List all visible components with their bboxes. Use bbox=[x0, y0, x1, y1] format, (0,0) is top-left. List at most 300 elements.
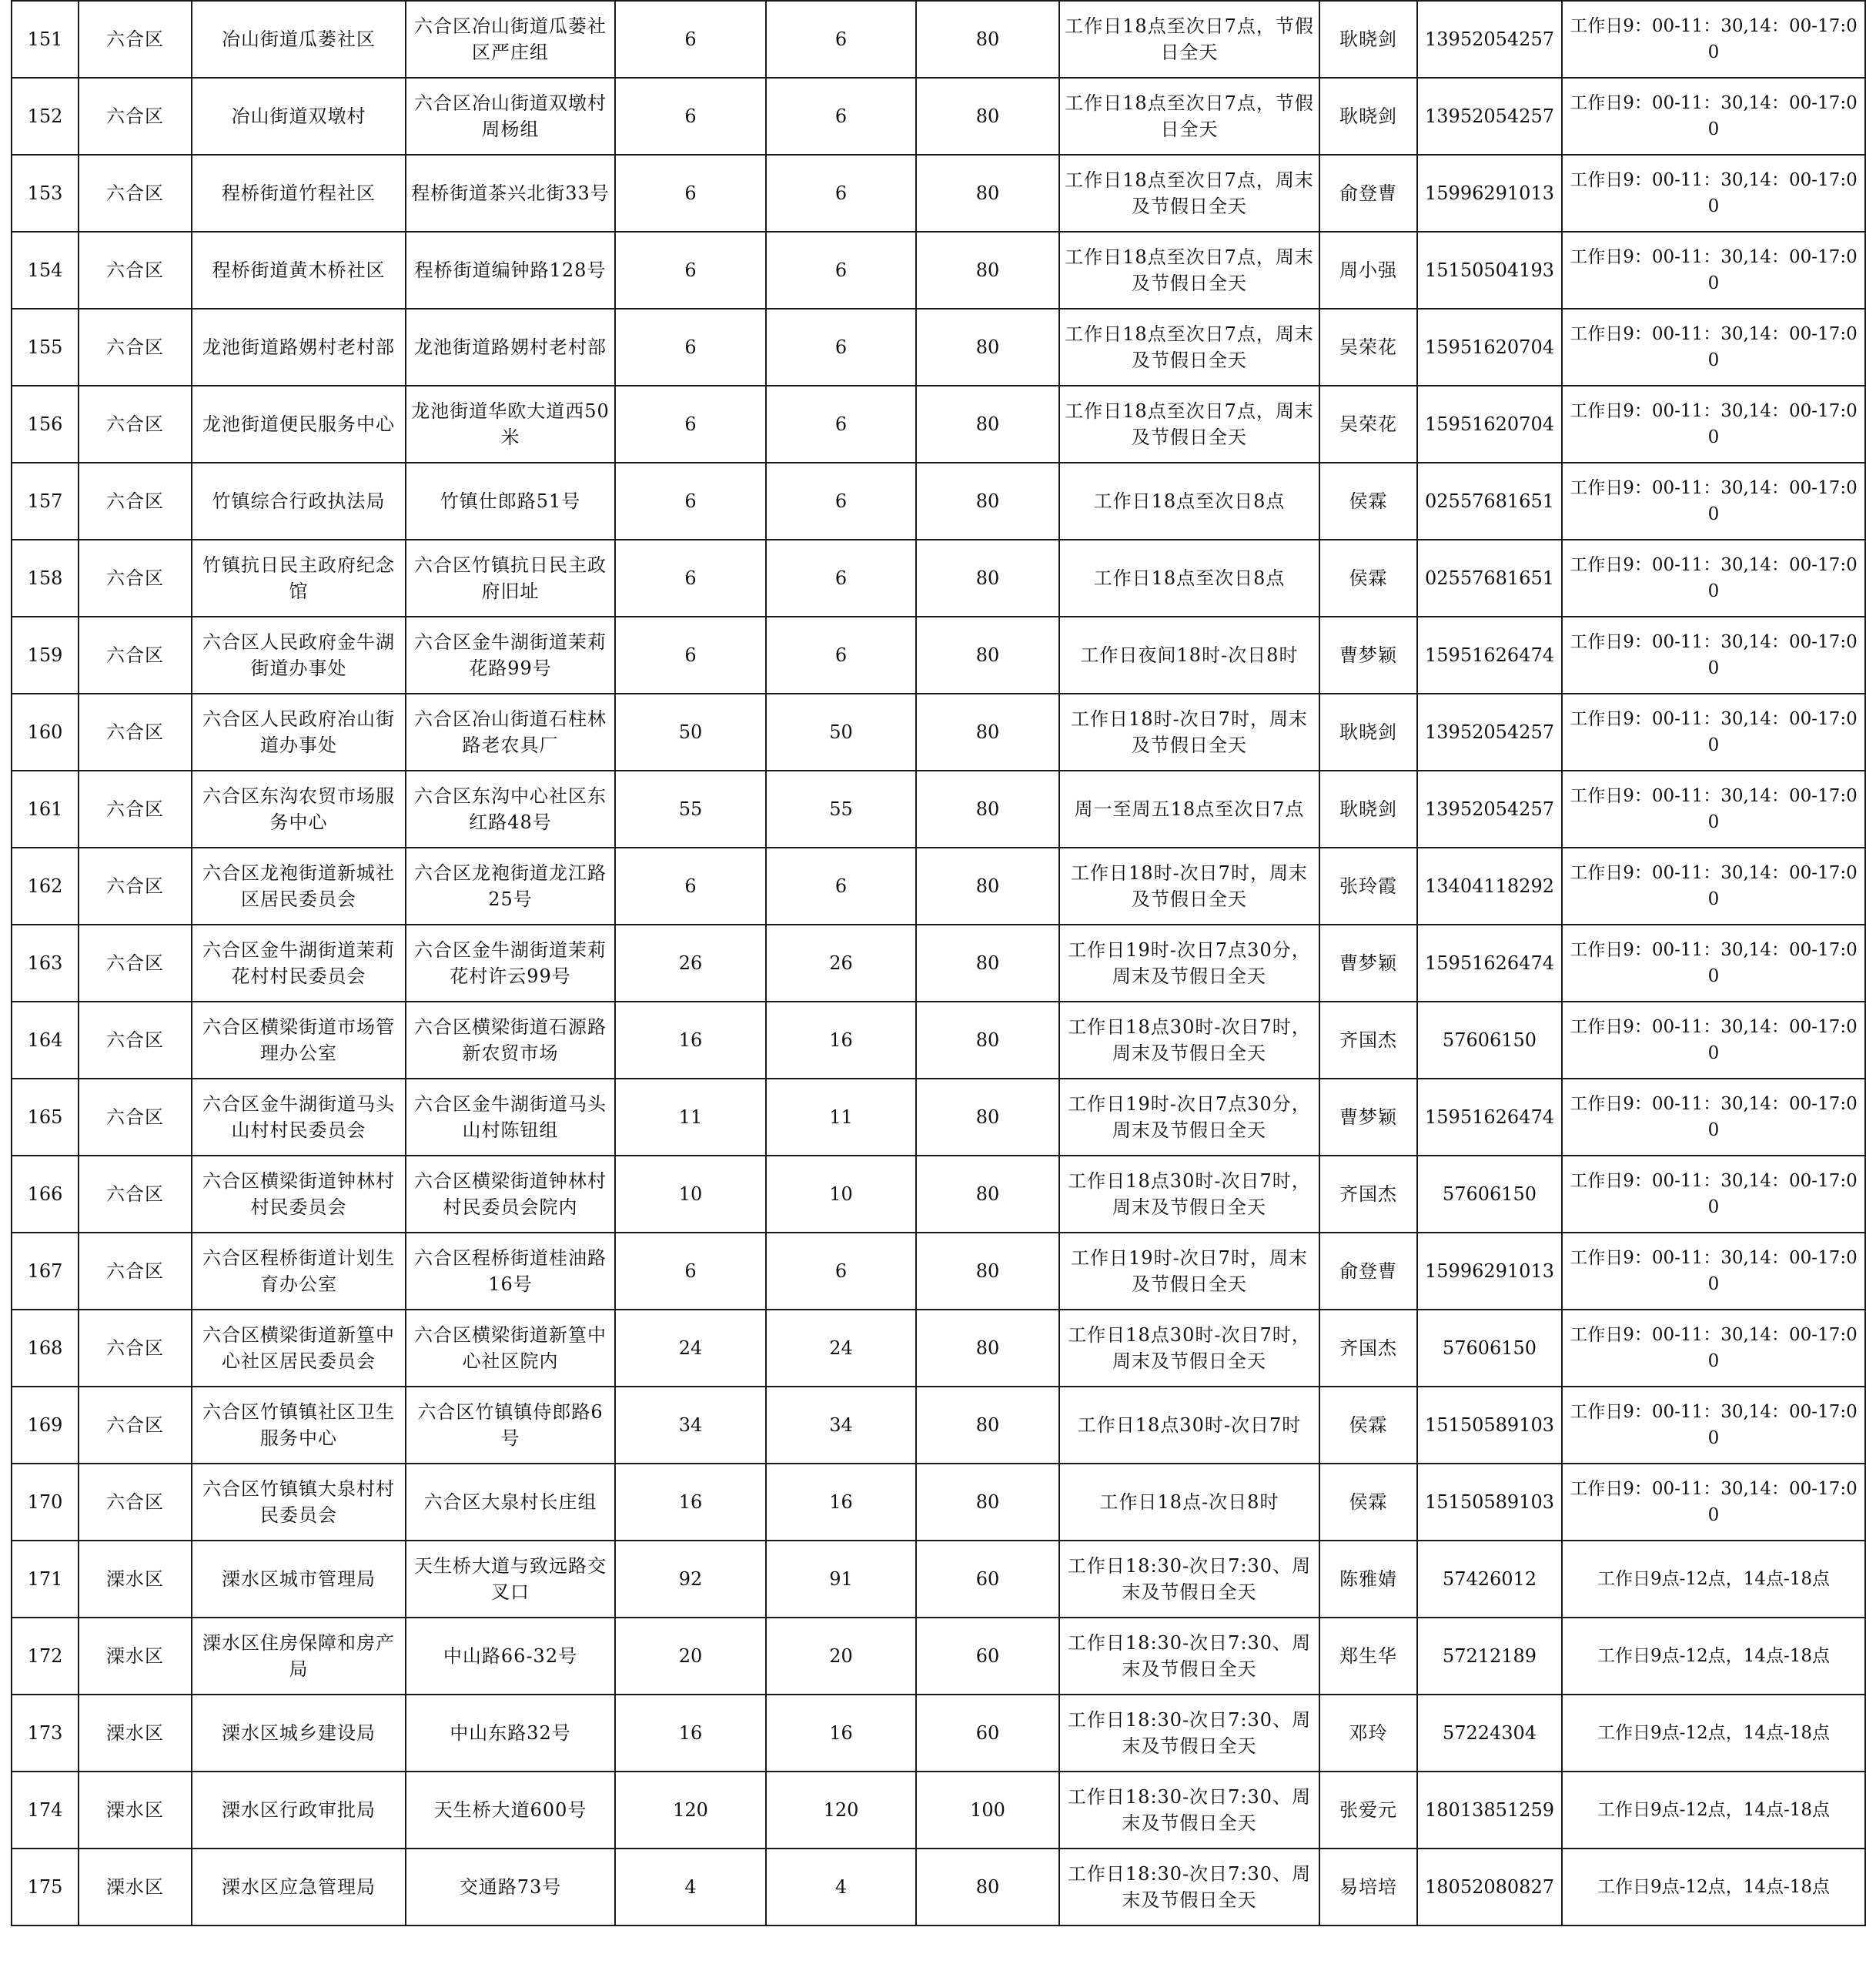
cell-address: 六合区冶山街道双墩村周杨组 bbox=[406, 78, 615, 155]
parking-table bbox=[11, 0, 1866, 1926]
cell-contact: 侯霖 bbox=[1319, 540, 1417, 617]
cell-total-spaces: 6 bbox=[615, 309, 766, 386]
table-row bbox=[12, 1695, 1865, 1772]
cell-contact: 耿晓剑 bbox=[1319, 771, 1417, 848]
cell-total-spaces: 6 bbox=[615, 78, 766, 155]
cell-phone: 18052080827 bbox=[1417, 1849, 1562, 1926]
table-row bbox=[12, 848, 1865, 925]
cell-open-time: 工作日18点至次日7点，周末及节假日全天 bbox=[1059, 155, 1319, 232]
cell-open-time: 工作日18:30-次日7:30、周末及节假日全天 bbox=[1059, 1541, 1319, 1618]
cell-district: 六合区 bbox=[79, 694, 192, 771]
cell-contact: 吴荣花 bbox=[1319, 309, 1417, 386]
cell-open-time: 工作日18点30时-次日7时，周末及节假日全天 bbox=[1059, 1310, 1319, 1387]
cell-total-spaces: 26 bbox=[615, 925, 766, 1002]
cell-open-spaces: 6 bbox=[766, 155, 916, 232]
cell-district: 六合区 bbox=[79, 463, 192, 540]
cell-address: 交通路73号 bbox=[406, 1849, 615, 1926]
cell-contact: 俞登曹 bbox=[1319, 1233, 1417, 1310]
cell-office-hours: 工作日9点-12点，14点-18点 bbox=[1562, 1772, 1865, 1849]
cell-open-spaces: 16 bbox=[766, 1002, 916, 1079]
table-row bbox=[12, 694, 1865, 771]
cell-number: 158 bbox=[12, 540, 79, 617]
cell-total-spaces: 24 bbox=[615, 1310, 766, 1387]
cell-total-spaces: 4 bbox=[615, 1849, 766, 1926]
cell-office-hours: 工作日9：00-11：30,14：00-17:00 bbox=[1562, 617, 1865, 694]
cell-phone: 13952054257 bbox=[1417, 1, 1562, 78]
table-row bbox=[12, 617, 1865, 694]
cell-open-time: 工作日18:30-次日7:30、周末及节假日全天 bbox=[1059, 1772, 1319, 1849]
cell-total-spaces: 6 bbox=[615, 540, 766, 617]
cell-unit-name: 六合区龙袍街道新城社区居民委员会 bbox=[192, 848, 406, 925]
cell-district: 溧水区 bbox=[79, 1772, 192, 1849]
cell-unit-name: 六合区程桥街道计划生育办公室 bbox=[192, 1233, 406, 1310]
cell-number: 174 bbox=[12, 1772, 79, 1849]
table-row bbox=[12, 1233, 1865, 1310]
cell-district: 六合区 bbox=[79, 925, 192, 1002]
cell-phone: 15951620704 bbox=[1417, 386, 1562, 463]
cell-district: 六合区 bbox=[79, 155, 192, 232]
cell-address: 六合区金牛湖街道马头山村陈钮组 bbox=[406, 1079, 615, 1156]
cell-phone: 15951626474 bbox=[1417, 1079, 1562, 1156]
cell-contact: 张玲霞 bbox=[1319, 848, 1417, 925]
cell-open-spaces: 11 bbox=[766, 1079, 916, 1156]
cell-open-spaces: 6 bbox=[766, 1, 916, 78]
cell-total-spaces: 6 bbox=[615, 848, 766, 925]
cell-phone: 15951620704 bbox=[1417, 309, 1562, 386]
table-row bbox=[12, 1310, 1865, 1387]
cell-number: 175 bbox=[12, 1849, 79, 1926]
table-row bbox=[12, 1541, 1865, 1618]
cell-third-value: 80 bbox=[916, 155, 1059, 232]
cell-district: 六合区 bbox=[79, 540, 192, 617]
cell-address: 六合区程桥街道桂油路16号 bbox=[406, 1233, 615, 1310]
table-row bbox=[12, 1387, 1865, 1464]
cell-number: 155 bbox=[12, 309, 79, 386]
cell-open-time: 工作日18点至次日8点 bbox=[1059, 540, 1319, 617]
cell-district: 六合区 bbox=[79, 1079, 192, 1156]
cell-address: 程桥街道编钟路128号 bbox=[406, 232, 615, 309]
cell-total-spaces: 20 bbox=[615, 1618, 766, 1695]
cell-address: 六合区金牛湖街道茉莉花村许云99号 bbox=[406, 925, 615, 1002]
cell-contact: 侯霖 bbox=[1319, 463, 1417, 540]
cell-phone: 13952054257 bbox=[1417, 78, 1562, 155]
cell-office-hours: 工作日9：00-11：30,14：00-17:00 bbox=[1562, 848, 1865, 925]
cell-address: 六合区横梁街道石源路新农贸市场 bbox=[406, 1002, 615, 1079]
cell-phone: 57606150 bbox=[1417, 1002, 1562, 1079]
cell-open-spaces: 24 bbox=[766, 1310, 916, 1387]
cell-office-hours: 工作日9：00-11：30,14：00-17:00 bbox=[1562, 463, 1865, 540]
cell-number: 168 bbox=[12, 1310, 79, 1387]
table-row bbox=[12, 771, 1865, 848]
cell-third-value: 80 bbox=[916, 540, 1059, 617]
cell-unit-name: 冶山街道双墩村 bbox=[192, 78, 406, 155]
cell-total-spaces: 11 bbox=[615, 1079, 766, 1156]
cell-contact: 周小强 bbox=[1319, 232, 1417, 309]
table-row bbox=[12, 1, 1865, 78]
cell-address: 中山东路32号 bbox=[406, 1695, 615, 1772]
cell-office-hours: 工作日9：00-11：30,14：00-17:00 bbox=[1562, 1156, 1865, 1233]
cell-number: 162 bbox=[12, 848, 79, 925]
cell-phone: 13952054257 bbox=[1417, 771, 1562, 848]
table-row bbox=[12, 1849, 1865, 1926]
cell-total-spaces: 6 bbox=[615, 386, 766, 463]
cell-address: 六合区东沟中心社区东红路48号 bbox=[406, 771, 615, 848]
cell-open-spaces: 16 bbox=[766, 1695, 916, 1772]
cell-third-value: 60 bbox=[916, 1695, 1059, 1772]
cell-open-spaces: 26 bbox=[766, 925, 916, 1002]
cell-open-time: 工作日18:30-次日7:30、周末及节假日全天 bbox=[1059, 1849, 1319, 1926]
cell-district: 六合区 bbox=[79, 848, 192, 925]
cell-number: 157 bbox=[12, 463, 79, 540]
cell-unit-name: 溧水区城市管理局 bbox=[192, 1541, 406, 1618]
cell-third-value: 80 bbox=[916, 1, 1059, 78]
cell-district: 六合区 bbox=[79, 771, 192, 848]
cell-office-hours: 工作日9：00-11：30,14：00-17:00 bbox=[1562, 540, 1865, 617]
cell-address: 六合区竹镇镇侍郎路6号 bbox=[406, 1387, 615, 1464]
cell-contact: 俞登曹 bbox=[1319, 155, 1417, 232]
cell-district: 六合区 bbox=[79, 1, 192, 78]
cell-office-hours: 工作日9：00-11：30,14：00-17:00 bbox=[1562, 309, 1865, 386]
cell-office-hours: 工作日9点-12点，14点-18点 bbox=[1562, 1695, 1865, 1772]
cell-unit-name: 溧水区住房保障和房产局 bbox=[192, 1618, 406, 1695]
cell-contact: 邓玲 bbox=[1319, 1695, 1417, 1772]
table-row bbox=[12, 925, 1865, 1002]
cell-unit-name: 溧水区行政审批局 bbox=[192, 1772, 406, 1849]
cell-district: 六合区 bbox=[79, 1002, 192, 1079]
cell-contact: 曹梦颖 bbox=[1319, 925, 1417, 1002]
cell-contact: 张爱元 bbox=[1319, 1772, 1417, 1849]
cell-open-time: 工作日18:30-次日7:30、周末及节假日全天 bbox=[1059, 1618, 1319, 1695]
cell-total-spaces: 120 bbox=[615, 1772, 766, 1849]
cell-number: 173 bbox=[12, 1695, 79, 1772]
cell-number: 161 bbox=[12, 771, 79, 848]
cell-total-spaces: 50 bbox=[615, 694, 766, 771]
cell-phone: 15150504193 bbox=[1417, 232, 1562, 309]
cell-office-hours: 工作日9：00-11：30,14：00-17:00 bbox=[1562, 1310, 1865, 1387]
cell-phone: 15150589103 bbox=[1417, 1464, 1562, 1541]
cell-phone: 57426012 bbox=[1417, 1541, 1562, 1618]
cell-contact: 曹梦颖 bbox=[1319, 617, 1417, 694]
cell-number: 152 bbox=[12, 78, 79, 155]
cell-number: 170 bbox=[12, 1464, 79, 1541]
cell-open-spaces: 120 bbox=[766, 1772, 916, 1849]
cell-open-spaces: 10 bbox=[766, 1156, 916, 1233]
cell-total-spaces: 16 bbox=[615, 1002, 766, 1079]
cell-address: 六合区金牛湖街道茉莉花路99号 bbox=[406, 617, 615, 694]
cell-district: 六合区 bbox=[79, 1156, 192, 1233]
cell-office-hours: 工作日9：00-11：30,14：00-17:00 bbox=[1562, 1233, 1865, 1310]
cell-open-time: 工作日18点至次日7点，节假日全天 bbox=[1059, 78, 1319, 155]
cell-unit-name: 六合区金牛湖街道茉莉花村村民委员会 bbox=[192, 925, 406, 1002]
table-row bbox=[12, 1464, 1865, 1541]
cell-phone: 57606150 bbox=[1417, 1156, 1562, 1233]
cell-district: 六合区 bbox=[79, 232, 192, 309]
cell-contact: 侯霖 bbox=[1319, 1464, 1417, 1541]
table-row bbox=[12, 1002, 1865, 1079]
parking-table-container bbox=[11, 0, 1864, 1926]
cell-unit-name: 龙池街道路娚村老村部 bbox=[192, 309, 406, 386]
cell-contact: 易培培 bbox=[1319, 1849, 1417, 1926]
cell-district: 溧水区 bbox=[79, 1541, 192, 1618]
cell-contact: 齐国杰 bbox=[1319, 1002, 1417, 1079]
cell-open-time: 工作日18点30时-次日7时，周末及节假日全天 bbox=[1059, 1002, 1319, 1079]
cell-phone: 57224304 bbox=[1417, 1695, 1562, 1772]
cell-total-spaces: 16 bbox=[615, 1464, 766, 1541]
cell-unit-name: 六合区竹镇镇社区卫生服务中心 bbox=[192, 1387, 406, 1464]
cell-total-spaces: 6 bbox=[615, 617, 766, 694]
cell-open-spaces: 6 bbox=[766, 848, 916, 925]
cell-open-time: 工作日19时-次日7点30分，周末及节假日全天 bbox=[1059, 925, 1319, 1002]
cell-open-spaces: 6 bbox=[766, 463, 916, 540]
cell-third-value: 100 bbox=[916, 1772, 1059, 1849]
cell-open-time: 工作日18时-次日7时，周末及节假日全天 bbox=[1059, 694, 1319, 771]
cell-third-value: 80 bbox=[916, 1156, 1059, 1233]
cell-phone: 18013851259 bbox=[1417, 1772, 1562, 1849]
cell-total-spaces: 6 bbox=[615, 232, 766, 309]
cell-open-time: 工作日18点至次日7点，周末及节假日全天 bbox=[1059, 309, 1319, 386]
cell-number: 167 bbox=[12, 1233, 79, 1310]
cell-contact: 侯霖 bbox=[1319, 1387, 1417, 1464]
cell-third-value: 80 bbox=[916, 386, 1059, 463]
cell-contact: 齐国杰 bbox=[1319, 1156, 1417, 1233]
cell-office-hours: 工作日9：00-11：30,14：00-17:00 bbox=[1562, 771, 1865, 848]
cell-unit-name: 六合区人民政府冶山街道办事处 bbox=[192, 694, 406, 771]
cell-number: 160 bbox=[12, 694, 79, 771]
cell-office-hours: 工作日9：00-11：30,14：00-17:00 bbox=[1562, 694, 1865, 771]
cell-unit-name: 程桥街道竹程社区 bbox=[192, 155, 406, 232]
cell-address: 六合区大泉村长庄组 bbox=[406, 1464, 615, 1541]
cell-open-time: 工作日18点30时-次日7时 bbox=[1059, 1387, 1319, 1464]
cell-district: 六合区 bbox=[79, 309, 192, 386]
cell-phone: 13404118292 bbox=[1417, 848, 1562, 925]
cell-open-spaces: 6 bbox=[766, 540, 916, 617]
cell-third-value: 80 bbox=[916, 1387, 1059, 1464]
cell-unit-name: 程桥街道黄木桥社区 bbox=[192, 232, 406, 309]
cell-third-value: 80 bbox=[916, 1079, 1059, 1156]
cell-address: 中山路66-32号 bbox=[406, 1618, 615, 1695]
cell-open-time: 工作日18点至次日7点，周末及节假日全天 bbox=[1059, 232, 1319, 309]
cell-open-time: 工作日18点-次日8时 bbox=[1059, 1464, 1319, 1541]
table-row bbox=[12, 386, 1865, 463]
cell-total-spaces: 16 bbox=[615, 1695, 766, 1772]
cell-third-value: 80 bbox=[916, 1310, 1059, 1387]
cell-address: 竹镇仕郎路51号 bbox=[406, 463, 615, 540]
cell-district: 六合区 bbox=[79, 386, 192, 463]
cell-unit-name: 竹镇综合行政执法局 bbox=[192, 463, 406, 540]
cell-open-time: 工作日18点至次日8点 bbox=[1059, 463, 1319, 540]
cell-number: 166 bbox=[12, 1156, 79, 1233]
cell-open-spaces: 55 bbox=[766, 771, 916, 848]
cell-number: 169 bbox=[12, 1387, 79, 1464]
cell-open-spaces: 6 bbox=[766, 232, 916, 309]
cell-district: 六合区 bbox=[79, 617, 192, 694]
cell-third-value: 80 bbox=[916, 694, 1059, 771]
cell-open-spaces: 6 bbox=[766, 309, 916, 386]
cell-third-value: 60 bbox=[916, 1618, 1059, 1695]
cell-total-spaces: 34 bbox=[615, 1387, 766, 1464]
cell-address: 六合区横梁街道钟林村村民委员会院内 bbox=[406, 1156, 615, 1233]
cell-open-spaces: 91 bbox=[766, 1541, 916, 1618]
cell-address: 程桥街道茶兴北街33号 bbox=[406, 155, 615, 232]
cell-open-time: 工作日18点至次日7点，周末及节假日全天 bbox=[1059, 386, 1319, 463]
cell-phone: 15150589103 bbox=[1417, 1387, 1562, 1464]
cell-third-value: 80 bbox=[916, 1002, 1059, 1079]
cell-third-value: 80 bbox=[916, 617, 1059, 694]
cell-open-spaces: 20 bbox=[766, 1618, 916, 1695]
cell-open-time: 工作日19时-次日7点30分，周末及节假日全天 bbox=[1059, 1079, 1319, 1156]
cell-district: 六合区 bbox=[79, 1233, 192, 1310]
cell-unit-name: 六合区金牛湖街道马头山村村民委员会 bbox=[192, 1079, 406, 1156]
cell-office-hours: 工作日9：00-11：30,14：00-17:00 bbox=[1562, 155, 1865, 232]
cell-district: 溧水区 bbox=[79, 1618, 192, 1695]
cell-contact: 耿晓剑 bbox=[1319, 694, 1417, 771]
cell-office-hours: 工作日9点-12点，14点-18点 bbox=[1562, 1541, 1865, 1618]
cell-open-spaces: 6 bbox=[766, 1233, 916, 1310]
cell-office-hours: 工作日9：00-11：30,14：00-17:00 bbox=[1562, 232, 1865, 309]
cell-third-value: 80 bbox=[916, 925, 1059, 1002]
cell-contact: 曹梦颖 bbox=[1319, 1079, 1417, 1156]
cell-address: 龙池街道路娚村老村部 bbox=[406, 309, 615, 386]
cell-number: 151 bbox=[12, 1, 79, 78]
cell-district: 六合区 bbox=[79, 1310, 192, 1387]
cell-address: 天生桥大道600号 bbox=[406, 1772, 615, 1849]
cell-third-value: 80 bbox=[916, 232, 1059, 309]
cell-phone: 57606150 bbox=[1417, 1310, 1562, 1387]
cell-total-spaces: 92 bbox=[615, 1541, 766, 1618]
table-row bbox=[12, 309, 1865, 386]
cell-address: 六合区龙袍街道龙江路25号 bbox=[406, 848, 615, 925]
cell-office-hours: 工作日9点-12点，14点-18点 bbox=[1562, 1849, 1865, 1926]
table-row bbox=[12, 463, 1865, 540]
cell-district: 六合区 bbox=[79, 78, 192, 155]
cell-address: 六合区冶山街道瓜蒌社区严庄组 bbox=[406, 1, 615, 78]
cell-third-value: 80 bbox=[916, 771, 1059, 848]
cell-phone: 13952054257 bbox=[1417, 694, 1562, 771]
cell-open-spaces: 16 bbox=[766, 1464, 916, 1541]
cell-district: 溧水区 bbox=[79, 1695, 192, 1772]
cell-number: 154 bbox=[12, 232, 79, 309]
cell-third-value: 60 bbox=[916, 1541, 1059, 1618]
cell-open-spaces: 4 bbox=[766, 1849, 916, 1926]
cell-unit-name: 龙池街道便民服务中心 bbox=[192, 386, 406, 463]
cell-open-spaces: 50 bbox=[766, 694, 916, 771]
table-row bbox=[12, 1079, 1865, 1156]
cell-unit-name: 竹镇抗日民主政府纪念馆 bbox=[192, 540, 406, 617]
cell-number: 153 bbox=[12, 155, 79, 232]
cell-third-value: 80 bbox=[916, 1233, 1059, 1310]
cell-number: 156 bbox=[12, 386, 79, 463]
cell-third-value: 80 bbox=[916, 309, 1059, 386]
cell-unit-name: 溧水区城乡建设局 bbox=[192, 1695, 406, 1772]
cell-phone: 15951626474 bbox=[1417, 617, 1562, 694]
cell-unit-name: 冶山街道瓜蒌社区 bbox=[192, 1, 406, 78]
cell-third-value: 80 bbox=[916, 1464, 1059, 1541]
cell-unit-name: 六合区东沟农贸市场服务中心 bbox=[192, 771, 406, 848]
cell-phone: 02557681651 bbox=[1417, 463, 1562, 540]
table-row bbox=[12, 78, 1865, 155]
cell-open-time: 工作日19时-次日7时，周末及节假日全天 bbox=[1059, 1233, 1319, 1310]
cell-address: 天生桥大道与致远路交叉口 bbox=[406, 1541, 615, 1618]
cell-phone: 02557681651 bbox=[1417, 540, 1562, 617]
cell-number: 165 bbox=[12, 1079, 79, 1156]
cell-number: 172 bbox=[12, 1618, 79, 1695]
cell-phone: 15996291013 bbox=[1417, 1233, 1562, 1310]
cell-address: 六合区冶山街道石柱林路老农具厂 bbox=[406, 694, 615, 771]
cell-number: 163 bbox=[12, 925, 79, 1002]
table-row bbox=[12, 232, 1865, 309]
cell-open-time: 周一至周五18点至次日7点 bbox=[1059, 771, 1319, 848]
cell-office-hours: 工作日9：00-11：30,14：00-17:00 bbox=[1562, 925, 1865, 1002]
table-row bbox=[12, 155, 1865, 232]
cell-unit-name: 六合区竹镇镇大泉村村民委员会 bbox=[192, 1464, 406, 1541]
cell-unit-name: 六合区横梁街道钟林村村民委员会 bbox=[192, 1156, 406, 1233]
table-row bbox=[12, 1156, 1865, 1233]
cell-unit-name: 六合区横梁街道新篁中心社区居民委员会 bbox=[192, 1310, 406, 1387]
cell-total-spaces: 55 bbox=[615, 771, 766, 848]
cell-third-value: 80 bbox=[916, 463, 1059, 540]
cell-unit-name: 溧水区应急管理局 bbox=[192, 1849, 406, 1926]
cell-phone: 15951626474 bbox=[1417, 925, 1562, 1002]
cell-open-time: 工作日18:30-次日7:30、周末及节假日全天 bbox=[1059, 1695, 1319, 1772]
cell-office-hours: 工作日9：00-11：30,14：00-17:00 bbox=[1562, 1002, 1865, 1079]
cell-open-time: 工作日夜间18时-次日8时 bbox=[1059, 617, 1319, 694]
cell-third-value: 80 bbox=[916, 848, 1059, 925]
cell-contact: 耿晓剑 bbox=[1319, 1, 1417, 78]
table-row bbox=[12, 1772, 1865, 1849]
table-body bbox=[12, 1, 1865, 1926]
cell-open-time: 工作日18时-次日7时，周末及节假日全天 bbox=[1059, 848, 1319, 925]
cell-district: 六合区 bbox=[79, 1464, 192, 1541]
cell-address: 龙池街道华欧大道西50米 bbox=[406, 386, 615, 463]
cell-office-hours: 工作日9点-12点，14点-18点 bbox=[1562, 1618, 1865, 1695]
cell-total-spaces: 10 bbox=[615, 1156, 766, 1233]
cell-total-spaces: 6 bbox=[615, 155, 766, 232]
cell-office-hours: 工作日9：00-11：30,14：00-17:00 bbox=[1562, 1464, 1865, 1541]
cell-open-time: 工作日18点至次日7点，节假日全天 bbox=[1059, 1, 1319, 78]
cell-open-spaces: 6 bbox=[766, 617, 916, 694]
cell-office-hours: 工作日9：00-11：30,14：00-17:00 bbox=[1562, 78, 1865, 155]
cell-total-spaces: 6 bbox=[615, 463, 766, 540]
cell-open-time: 工作日18点30时-次日7时，周末及节假日全天 bbox=[1059, 1156, 1319, 1233]
cell-number: 164 bbox=[12, 1002, 79, 1079]
table-row bbox=[12, 540, 1865, 617]
cell-contact: 吴荣花 bbox=[1319, 386, 1417, 463]
cell-address: 六合区竹镇抗日民主政府旧址 bbox=[406, 540, 615, 617]
cell-unit-name: 六合区横梁街道市场管理办公室 bbox=[192, 1002, 406, 1079]
cell-contact: 齐国杰 bbox=[1319, 1310, 1417, 1387]
cell-contact: 郑生华 bbox=[1319, 1618, 1417, 1695]
cell-number: 159 bbox=[12, 617, 79, 694]
cell-open-spaces: 6 bbox=[766, 386, 916, 463]
cell-unit-name: 六合区人民政府金牛湖街道办事处 bbox=[192, 617, 406, 694]
cell-district: 六合区 bbox=[79, 1387, 192, 1464]
cell-office-hours: 工作日9：00-11：30,14：00-17:00 bbox=[1562, 386, 1865, 463]
cell-office-hours: 工作日9：00-11：30,14：00-17:00 bbox=[1562, 1387, 1865, 1464]
cell-contact: 陈雅婧 bbox=[1319, 1541, 1417, 1618]
cell-address: 六合区横梁街道新篁中心社区院内 bbox=[406, 1310, 615, 1387]
cell-contact: 耿晓剑 bbox=[1319, 78, 1417, 155]
cell-district: 溧水区 bbox=[79, 1849, 192, 1926]
cell-office-hours: 工作日9：00-11：30,14：00-17:00 bbox=[1562, 1, 1865, 78]
cell-open-spaces: 6 bbox=[766, 78, 916, 155]
cell-office-hours: 工作日9：00-11：30,14：00-17:00 bbox=[1562, 1079, 1865, 1156]
table-row bbox=[12, 1618, 1865, 1695]
cell-number: 171 bbox=[12, 1541, 79, 1618]
cell-phone: 15996291013 bbox=[1417, 155, 1562, 232]
cell-total-spaces: 6 bbox=[615, 1, 766, 78]
cell-third-value: 80 bbox=[916, 1849, 1059, 1926]
cell-total-spaces: 6 bbox=[615, 1233, 766, 1310]
